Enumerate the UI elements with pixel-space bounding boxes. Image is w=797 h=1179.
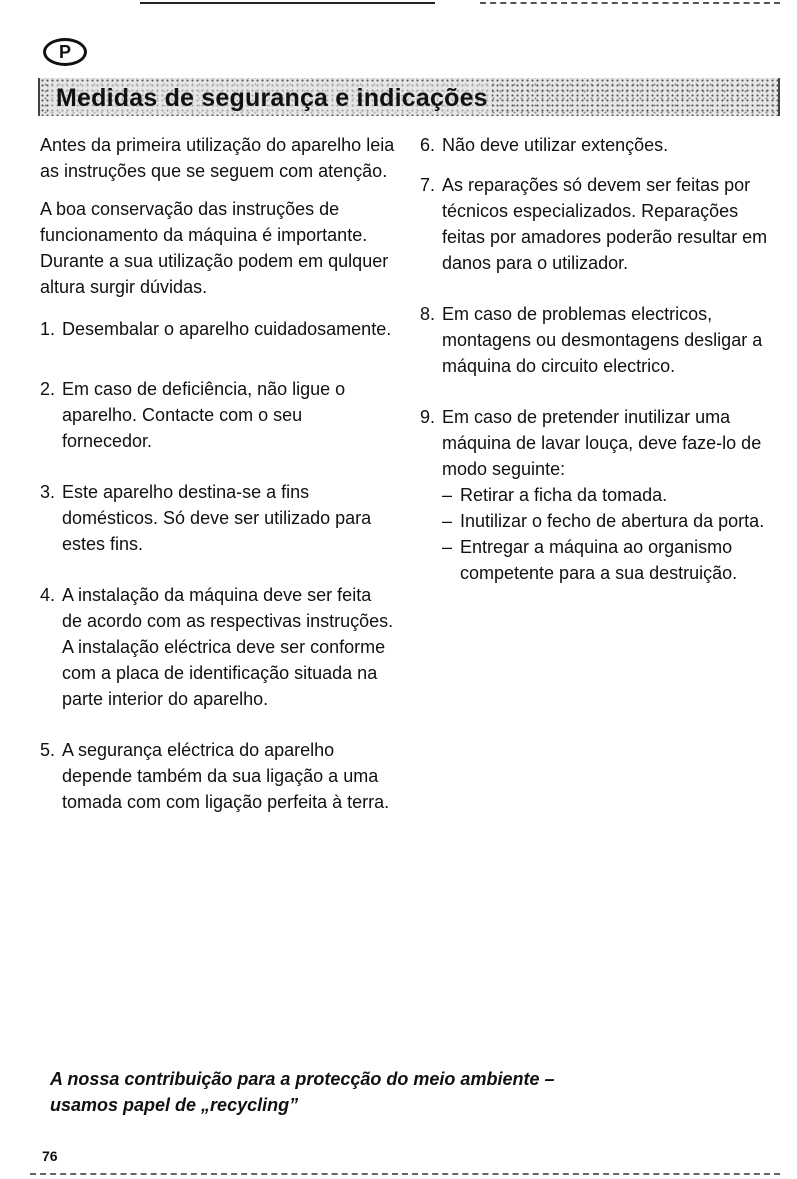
list-item	[420, 301, 770, 379]
sub-item: – Retirar a ficha da tomada.	[442, 482, 770, 508]
sub-item: – Entregar a máquina ao organismo competente para a sua destruição.	[442, 534, 770, 586]
top-rule	[140, 2, 435, 4]
right-column	[420, 132, 770, 586]
list-item	[420, 404, 770, 586]
page-title: Medidas de segurança e indicações	[52, 84, 492, 113]
item-number: 6.	[420, 135, 436, 155]
item-text: Este aparelho destina-se a fins domésticos. Só deve ser utilizado para estes fins.	[62, 482, 372, 554]
list-item	[40, 582, 395, 712]
list-item	[40, 479, 395, 557]
list-item	[40, 737, 395, 815]
title-banner	[38, 78, 780, 116]
top-dashed-rule	[480, 2, 780, 4]
item-text: Em caso de pretender inutilizar uma máquina de lavar louça, deve faze-lo de modo seguinte:	[442, 407, 762, 479]
item-text: A segurança eléctrica do aparelho depende também da sua ligação a uma tomada com com ligação perfeita à terra.	[62, 740, 390, 812]
list-item	[40, 316, 395, 342]
list-item	[420, 132, 770, 158]
item-text: Em caso de deficiência, não ligue o aparelho. Contacte com o seu fornecedor.	[62, 379, 346, 451]
left-column	[40, 132, 395, 815]
item-number: 7.	[420, 175, 436, 195]
item-text: Não deve utilizar extenções.	[442, 135, 669, 155]
footer-line: usamos papel de „recycling”	[50, 1095, 299, 1115]
item-number: 8.	[420, 304, 436, 324]
bottom-dashed-rule	[30, 1173, 780, 1175]
footer-line: A nossa contribuição para a protecção do meio ambiente –	[50, 1069, 555, 1089]
list-item	[40, 376, 395, 454]
environment-footer	[50, 1066, 690, 1118]
item-text: Em caso de problemas electricos, montagens ou desmontagens desligar a máquina do circuito electrico.	[442, 304, 763, 376]
list-item	[420, 172, 770, 276]
item-text: As reparações só devem ser feitas por técnicos especializados. Reparações feitas por amadores poderão resultar em danos para o utilizador.	[442, 175, 768, 273]
intro-paragraph: A boa conservação das instruções de funcionamento da máquina é importante. Durante a sua utilização podem em qulquer altura surgir dúvidas.	[40, 199, 389, 297]
language-badge: P	[43, 38, 87, 66]
item-number: 5.	[40, 740, 56, 760]
item-number: 2.	[40, 379, 56, 399]
item-number: 3.	[40, 482, 56, 502]
safety-list-right	[420, 132, 770, 586]
intro-paragraph: Antes da primeira utilização do aparelho leia as instruções que se seguem com atenção.	[40, 135, 395, 181]
item-text: A instalação da máquina deve ser feita de acordo com as respectivas instruções. A instalação eléctrica deve ser conforme com a placa de identificação situada na parte interior do aparelho.	[62, 585, 394, 709]
safety-list-left	[40, 316, 395, 815]
sub-item: – Inutilizar o fecho de abertura da porta.	[442, 508, 770, 534]
item-text: Desembalar o aparelho cuidadosamente.	[62, 319, 392, 339]
item-number: 9.	[420, 407, 436, 427]
page-number: 76	[42, 1148, 58, 1164]
item-number: 4.	[40, 585, 56, 605]
item-number: 1.	[40, 319, 56, 339]
